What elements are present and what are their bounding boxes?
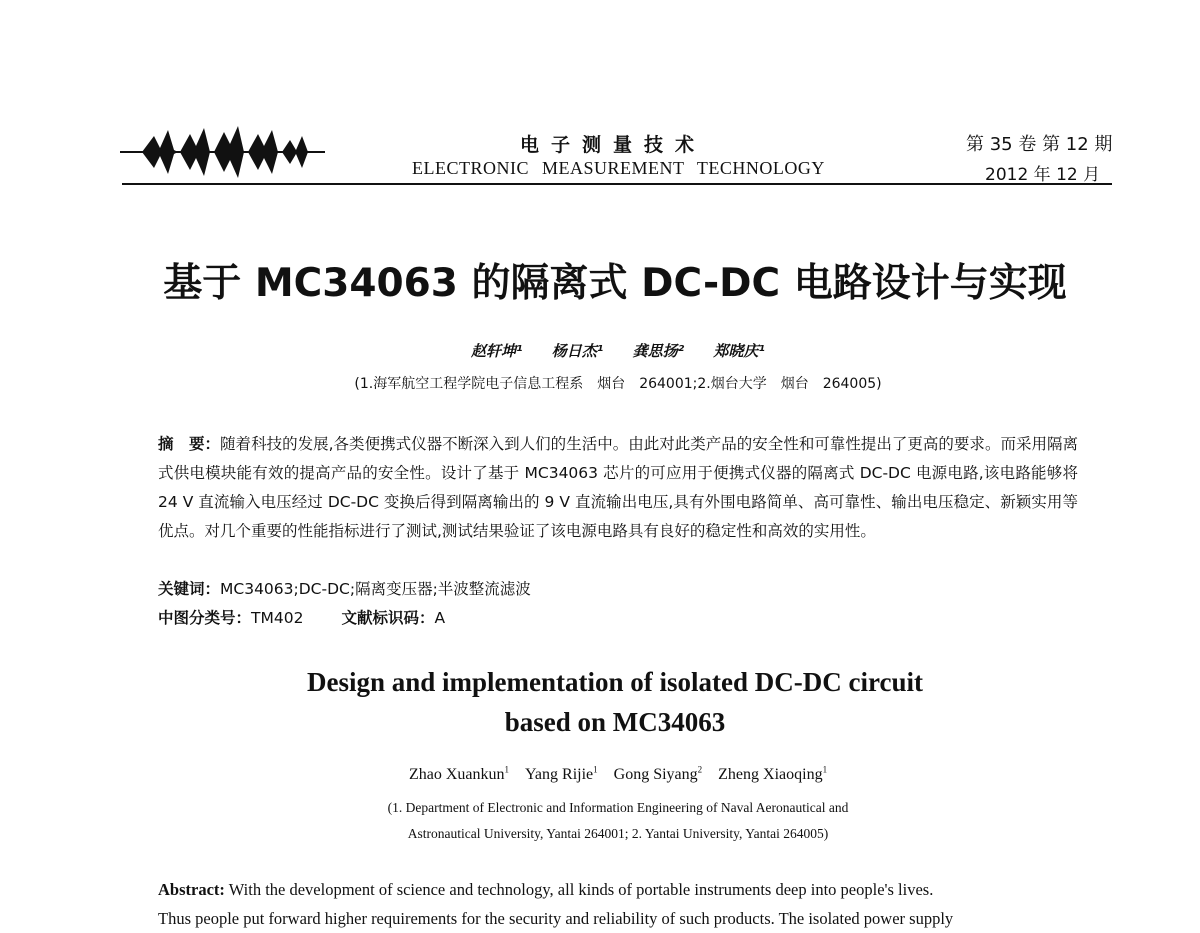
issue-date: 2012 年 12 月 bbox=[985, 165, 1101, 185]
affiliation-en-line2: Astronautical University, Yantai 264001; 2. Yantai University, Yantai 264005) bbox=[407, 826, 829, 841]
author-en: Yang Rijie$^1$ bbox=[524, 765, 598, 784]
keywords-cn-text: MC34063;DC-DC;隔离变压器;半波整流滤波 bbox=[220, 580, 531, 598]
paper-title-cn: 基于 MC34063 的隔离式 DC-DC 电路设计与实现 bbox=[163, 261, 1067, 306]
author-en: Zheng Xiaoqing$^1$ bbox=[718, 765, 828, 784]
authors-en bbox=[0, 765, 1200, 784]
abstract-cn-text: 随着科技的发展,各类便携式仪器不断深入到人们的生活中。由此对此类产品的安全性和可靠性提出了更高的要求。而采用隔离式供电模块能有效的提高产品的安全性。设计了基于 MC34063 芯片的可应用于便携式仪器的隔离式 DC-DC 电源电路,该电路能够将 24 V 直流输入电压经过 DC-DC 变换后得到隔离输出的 9 V 直流输出电压,具有外围电路简单、高可靠性、输出电压稳定、新颖实用等优点。对几个重要的性能指标进行了测试,测试结果验证了该电源电路具有良好的稳定性和高效的实用性。 bbox=[158, 435, 1078, 540]
author-en: Zhao Xuankun$^1$ bbox=[408, 765, 509, 784]
affiliation-cn: (1.海军航空工程学院电子信息工程系 烟台 264001;2.烟台大学 烟台 264005) bbox=[354, 376, 882, 392]
paper-title-en bbox=[0, 662, 1200, 742]
author-cn: 龚思扬² bbox=[632, 342, 685, 360]
paper-title-en-line1: Design and implementation of isolated DC-DC circuit bbox=[307, 667, 923, 697]
abstract-cn bbox=[158, 430, 1078, 546]
abstract-en-line1: Abstract: With the development of science and technology, all kinds of portable instruments deep into people's lives. bbox=[158, 880, 934, 899]
keywords-cn bbox=[158, 577, 531, 599]
clc-value: TM402 bbox=[251, 609, 304, 627]
author-cn: 杨日杰¹ bbox=[551, 342, 604, 360]
author-cn: 郑晓庆¹ bbox=[713, 342, 765, 360]
author-en: Gong Siyang$^2$ bbox=[613, 765, 703, 784]
author-cn: 赵轩坤¹ bbox=[470, 342, 523, 360]
journal-name-en: ELECTRONIC MEASUREMENT TECHNOLOGY bbox=[412, 158, 825, 178]
abstract-cn-label: 摘 要： bbox=[158, 435, 221, 453]
abstract-en-line2: Thus people put forward higher requirements for the security and reliability of such products. The isolated power supply bbox=[158, 909, 954, 928]
affiliation-en bbox=[0, 795, 1200, 847]
affiliation-en-line1: (1. Department of Electronic and Information Engineering of Naval Aeronautical and bbox=[387, 800, 849, 815]
journal-logo-icon bbox=[120, 122, 330, 182]
doc-code-value: A bbox=[434, 609, 446, 627]
volume-issue: 第 35 卷 第 12 期 bbox=[966, 134, 1113, 155]
clc-label: 中图分类号： bbox=[158, 609, 252, 627]
abstract-en bbox=[158, 875, 1080, 933]
authors-cn bbox=[0, 340, 1200, 361]
journal-name-cn: 电子测量技术 bbox=[520, 134, 707, 156]
keywords-cn-label: 关键词： bbox=[158, 580, 221, 598]
paper-title-en-line2: based on MC34063 bbox=[504, 707, 726, 737]
abstract-en-label: Abstract: bbox=[158, 880, 225, 899]
doc-code-label: 文献标识码： bbox=[341, 609, 435, 627]
classification-cn bbox=[158, 606, 445, 628]
header-rule bbox=[122, 183, 1112, 185]
